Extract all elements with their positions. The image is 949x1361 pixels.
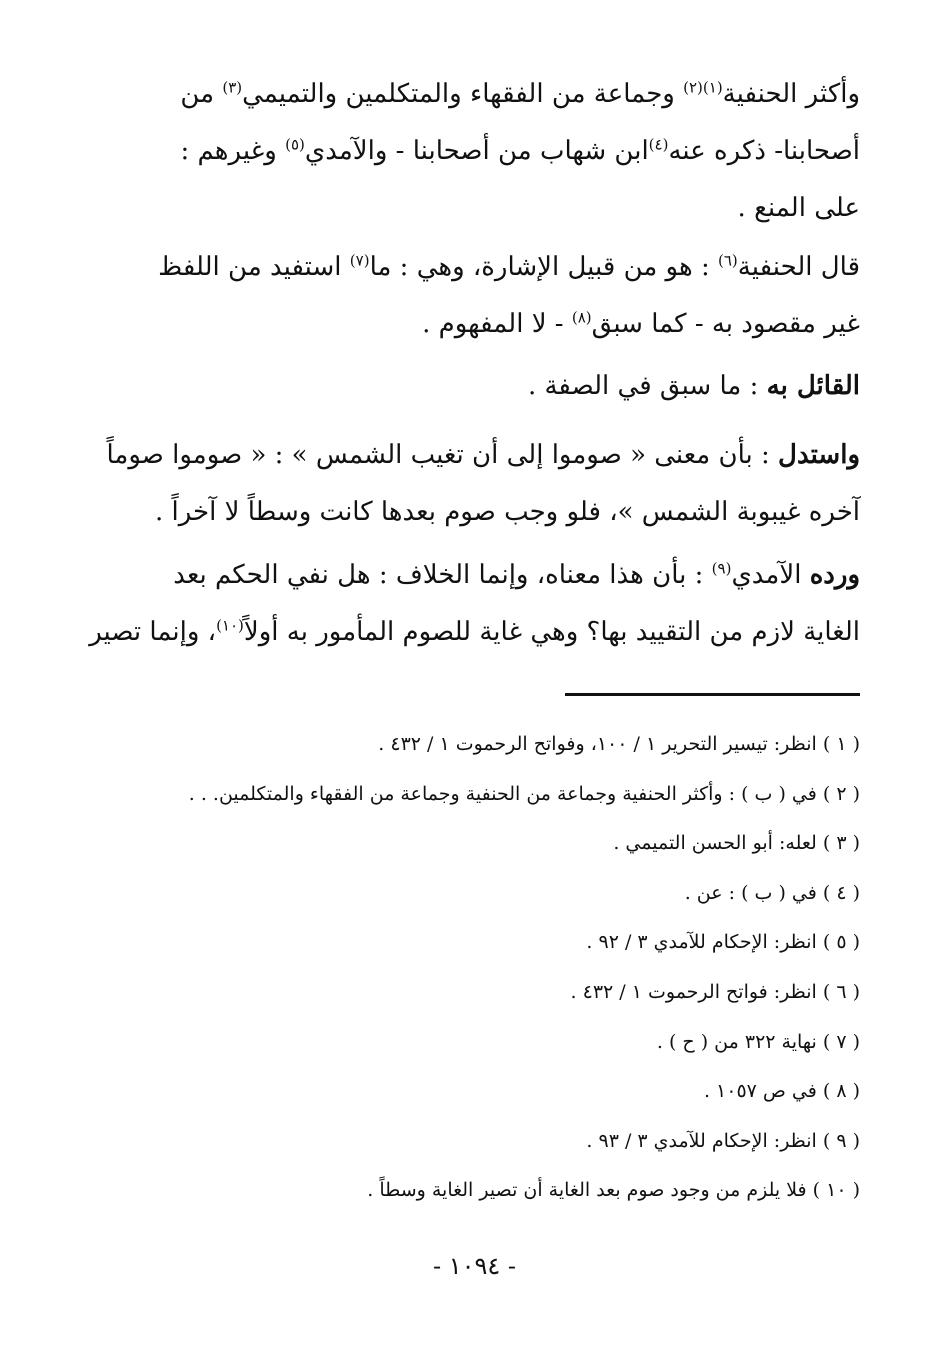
text-line <box>140 239 860 296</box>
text-span: - لا المفهوم . <box>422 309 564 339</box>
text-span: وأكثر الحنفية <box>722 79 860 109</box>
text-line <box>89 604 860 661</box>
footnote-8: ( ٨ ) في ص ١٠٥٧ . <box>703 1080 860 1103</box>
lead-term: ورده <box>809 560 860 590</box>
text-span: من <box>180 79 215 109</box>
footnote-10: ( ١٠ ) فلا يلزم من وجود صوم بعد الغاية أن تصير الغاية وسطاً . <box>367 1179 860 1202</box>
paragraph-3 <box>140 358 860 415</box>
text-span: غير مقصود به - كما سبق <box>591 309 860 339</box>
footnote-ref: (٩) <box>711 559 732 578</box>
text-span: الغاية لازم من التقييد بها؟ وهي غاية للصوم المأمور به أولاً <box>243 617 860 647</box>
text-span: أصحابنا- ذكره عنه <box>668 136 860 166</box>
footnote-ref: (٥) <box>285 135 305 154</box>
lead-term: واستدل <box>778 440 860 470</box>
text-span: : بأن معنى « صوموا إلى أن تغيب الشمس » : « صوموا صوماً <box>106 440 770 470</box>
footnote-ref: (٣) <box>222 78 243 97</box>
text-span: وجماعة من الفقهاء والمتكلمين والتميمي <box>242 79 675 109</box>
footnote-separator <box>565 693 860 696</box>
footnote-3: ( ٣ ) لعله: أبو الحسن التميمي . <box>613 832 860 855</box>
text-span: ابن شهاب من أصحابنا - والآمدي <box>304 136 649 166</box>
text-line <box>140 547 860 604</box>
footnote-7: ( ٧ ) نهاية ٣٢٢ من ( ح ) . <box>656 1030 860 1053</box>
footnote-4: ( ٤ ) في ( ب ) : عن . <box>684 881 860 904</box>
text-span: : هو من قبيل الإشارة، وهي : ما <box>369 252 710 282</box>
footnote-1: ( ١ ) انظر: تيسير التحرير ١ / ١٠٠، وفواتح الرحموت ١ / ٤٣٢ . <box>378 733 860 755</box>
paragraph-2 <box>140 239 860 353</box>
paragraph-5 <box>89 547 860 661</box>
text-span: قال الحنفية <box>737 252 860 282</box>
paragraph-4 <box>106 427 860 541</box>
text-line: على المنع . <box>737 193 860 223</box>
footnote-ref: (٨) <box>571 308 592 327</box>
footnote-ref: (٢) <box>683 78 703 97</box>
footnote-6: ( ٦ ) انظر: فواتح الرحموت ١ / ٤٣٢ . <box>570 980 860 1003</box>
text-line: آخره غيبوبة الشمس »، فلو وجب صوم بعدها كانت وسطاً لا آخراً . <box>154 497 860 527</box>
text-line <box>140 66 860 123</box>
footnote-5: ( ٥ ) انظر: الإحكام للآمدي ٣ / ٩٢ . <box>586 931 860 954</box>
text-line <box>140 296 860 353</box>
footnote-ref: (٤) <box>648 135 669 154</box>
footnote-ref: (١٠) <box>216 616 244 635</box>
text-span: ، وإنما تصير <box>89 617 217 647</box>
text-span: : بأن هذا معناه، وإنما الخلاف : هل نفي الحكم بعد <box>173 560 704 590</box>
footnote-ref: (٧) <box>349 251 370 270</box>
text-line <box>140 358 860 415</box>
text-line <box>106 427 860 484</box>
paragraph-1 <box>140 66 860 237</box>
text-span: : ما سبق في الصفة . <box>527 371 759 401</box>
footnote-2: ( ٢ ) في ( ب ) : وأكثر الحنفية وجماعة من الحنفية وجماعة من الفقهاء والمتكلمين. . . <box>188 782 860 805</box>
text-span: استفيد من اللفظ <box>158 252 342 282</box>
page-number: - ١٠٩٤ - <box>432 1252 517 1280</box>
footnote-ref: (٦) <box>718 251 738 270</box>
text-span: الآمدي <box>731 560 802 590</box>
footnote-9: ( ٩ ) انظر: الإحكام للآمدي ٣ / ٩٣ . <box>586 1129 860 1152</box>
text-span: وغيرهم : <box>180 136 277 166</box>
lead-term: القائل به <box>766 371 860 401</box>
footnote-ref: (١) <box>702 78 723 97</box>
footnotes-list <box>140 720 860 1216</box>
text-line <box>140 123 860 180</box>
